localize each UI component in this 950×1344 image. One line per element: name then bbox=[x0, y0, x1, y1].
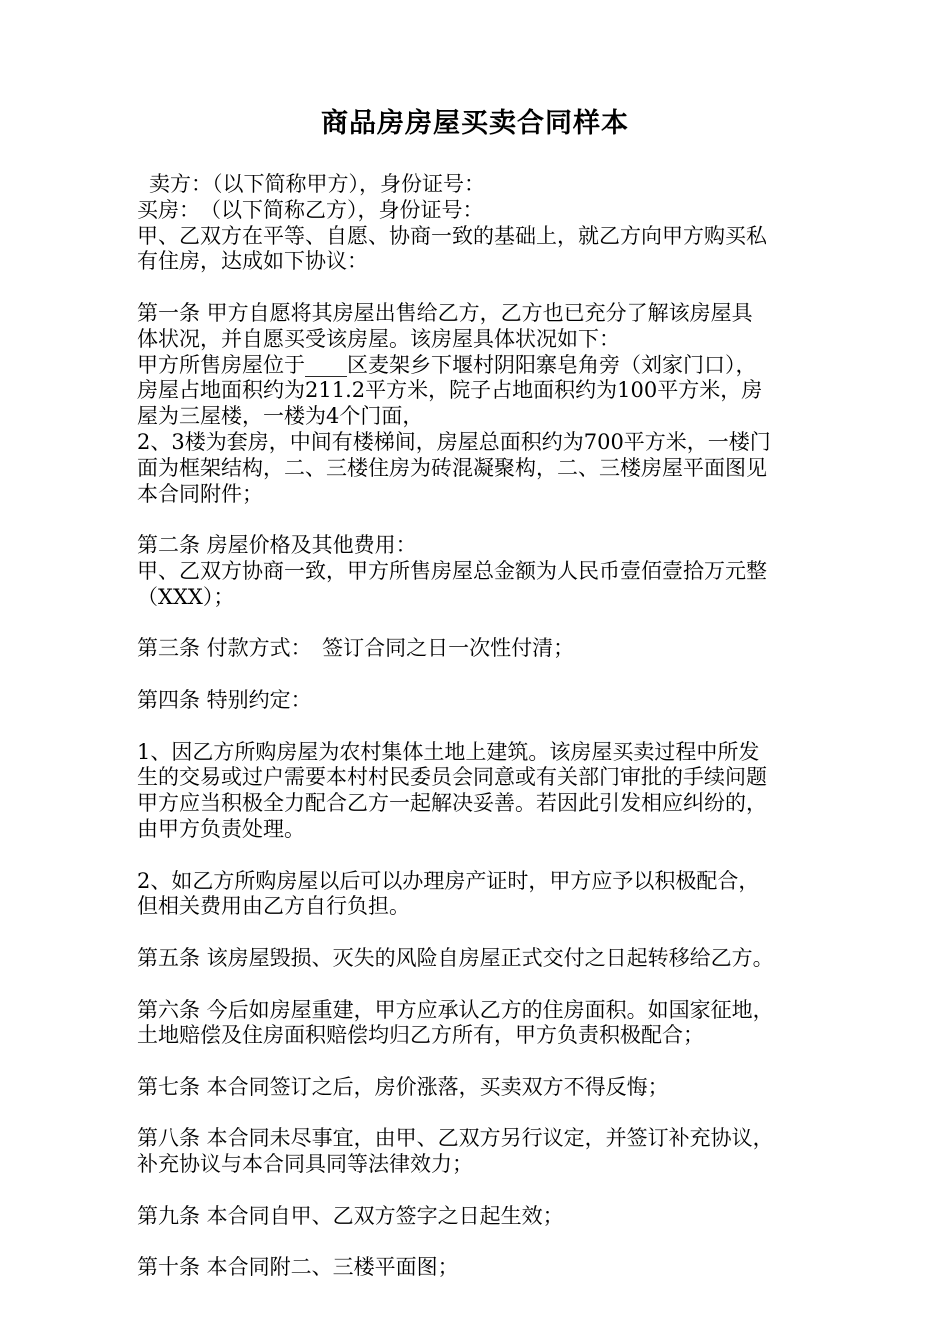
article-4-clause-1-line: 生的交易或过户需要本村村民委员会同意或有关部门审批的手续问题 bbox=[137, 765, 767, 790]
article-9-line: 第九条 本合同自甲、乙双方签字之日起生效； bbox=[137, 1203, 564, 1228]
article-8-line: 补充协议与本合同具同等法律效力； bbox=[137, 1152, 473, 1177]
article-2-line: （XXX）； bbox=[137, 584, 235, 609]
article-7-line: 第七条 本合同签订之后，房价涨落，买卖双方不得反悔； bbox=[137, 1074, 669, 1099]
article-4-clause-1-line: 1、因乙方所购房屋为农村集体土地上建筑。该房屋买卖过程中所发 bbox=[137, 739, 760, 764]
seller-line: 卖方：（以下简称甲方），身份证号： bbox=[149, 172, 485, 196]
article-1-line: 面为框架结构，二、三楼住房为砖混凝聚构，二、三楼房屋平面图见 bbox=[137, 455, 767, 480]
article-1-line: 本合同附件； bbox=[137, 481, 263, 506]
document-body bbox=[137, 172, 837, 1281]
intro-line: 甲、乙双方在平等、自愿、协商一致的基础上，就乙方向甲方购买私 bbox=[137, 223, 767, 248]
article-4-clause-1-line: 由甲方负责处理。 bbox=[137, 816, 305, 841]
article-8-line: 第八条 本合同未尽事宜，由甲、乙双方另行议定，并签订补充协议， bbox=[137, 1126, 774, 1151]
article-4-clause-1-line: 甲方应当积极全力配合乙方一起解决妥善。若因此引发相应纠纷的， bbox=[137, 791, 767, 816]
intro-line: 有住房，达成如下协议： bbox=[137, 249, 368, 274]
article-1-line: 体状况，并自愿买受该房屋。该房屋具体状况如下： bbox=[137, 326, 620, 351]
buyer-line: 买房： （以下简称乙方），身份证号： bbox=[137, 197, 484, 222]
article-1-line: 甲方所售房屋位于____区麦架乡下堰村阴阳寨皂角旁（刘家门口）， bbox=[137, 352, 757, 377]
article-1-line: 房屋占地面积约为211.2平方米，院子占地面积约为100平方米，房 bbox=[137, 378, 763, 403]
article-4-clause-2-line: 2、如乙方所购房屋以后可以办理房产证时，甲方应予以积极配合， bbox=[137, 868, 760, 893]
article-4-clause-2-line: 但相关费用由乙方自行负担。 bbox=[137, 894, 410, 919]
article-1-line: 2、3楼为套房，中间有楼梯间，房屋总面积约为700平方米，一楼门 bbox=[137, 429, 771, 454]
article-10-line: 第十条 本合同附二、三楼平面图； bbox=[137, 1255, 459, 1280]
article-1-line: 第一条 甲方自愿将其房屋出售给乙方，乙方也已充分了解该房屋具 bbox=[137, 300, 753, 325]
article-6-line: 第六条 今后如房屋重建，甲方应承认乙方的住房面积。如国家征地， bbox=[137, 997, 774, 1022]
article-2-line: 甲、乙双方协商一致，甲方所售房屋总金额为人民币壹佰壹拾万元整 bbox=[137, 558, 767, 583]
article-6-line: 土地赔偿及住房面积赔偿均归乙方所有，甲方负责积极配合； bbox=[137, 1023, 704, 1048]
document-title: 商品房房屋买卖合同样本 bbox=[321, 108, 629, 139]
article-2-line: 第二条 房屋价格及其他费用： bbox=[137, 533, 417, 558]
article-5-line: 第五条 该房屋毁损、灭失的风险自房屋正式交付之日起转移给乙方。 bbox=[137, 945, 774, 970]
article-1-line: 屋为三屋楼，一楼为4个门面， bbox=[137, 404, 424, 429]
article-4-line: 第四条 特别约定： bbox=[137, 687, 312, 712]
article-3-line: 第三条 付款方式： 签订合同之日一次性付清； bbox=[137, 636, 575, 661]
